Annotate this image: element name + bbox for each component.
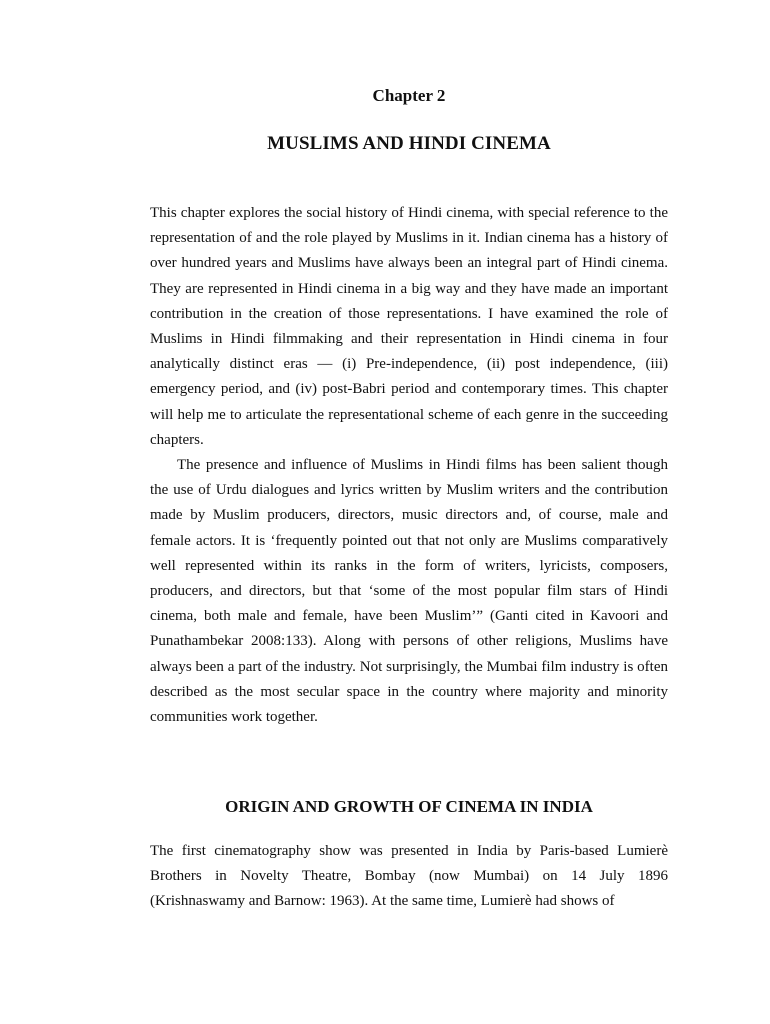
section-body bbox=[150, 839, 668, 915]
intro-body bbox=[150, 201, 668, 730]
chapter-label: Chapter 2 bbox=[372, 86, 446, 105]
intro-paragraph-2: The presence and influence of Muslims in Hindi films has been salient though the use of Urdu dialogues and lyrics written by Muslim writers and the contribution made by Muslim producers, directors, music directors and, of course, male and female actors. It is ‘frequently pointed out that not only are Muslims comparatively well represented within its ranks in the form of writers, lyricists, composers, producers, and directors, but that ‘some of the most popular film stars of Hindi cinema, both male and female, have been Muslim’” (Ganti cited in Kavoori and Punathambekar 2008:133). Along with persons of other religions, Muslims have always been a part of the industry. Not surprisingly, the Mumbai film industry is often described as the most secular space in the country where majority and minority communities work together. bbox=[150, 457, 668, 726]
section-heading: ORIGIN AND GROWTH OF CINEMA IN INDIA bbox=[225, 797, 593, 816]
section-paragraph-1: The first cinematography show was presented in India by Paris-based Lumierè Brothers in Novelty Theatre, Bombay (now Mumbai) on 14 July 1896 (Krishnaswamy and Barnow: 1963). At the same time, Lumierè had shows of bbox=[150, 843, 668, 910]
chapter-title: MUSLIMS AND HINDI CINEMA bbox=[267, 133, 551, 154]
intro-paragraph-1: This chapter explores the social history of Hindi cinema, with special reference to the representation of and the role played by Muslims in it. Indian cinema has a history of over hundred years and Muslims have always been an integral part of Hindi cinema. They are represented in Hindi cinema in a big way and they have made an important contribution in the creation of those representations. I have examined the role of Muslims in Hindi filmmaking and their representation in Hindi cinema in four analytically distinct eras — (i) Pre-independence, (ii) post independence, (iii) emergency period, and (iv) post-Babri period and contemporary times. This chapter will help me to articulate the representational scheme of each genre in the succeeding chapters. bbox=[150, 205, 668, 448]
